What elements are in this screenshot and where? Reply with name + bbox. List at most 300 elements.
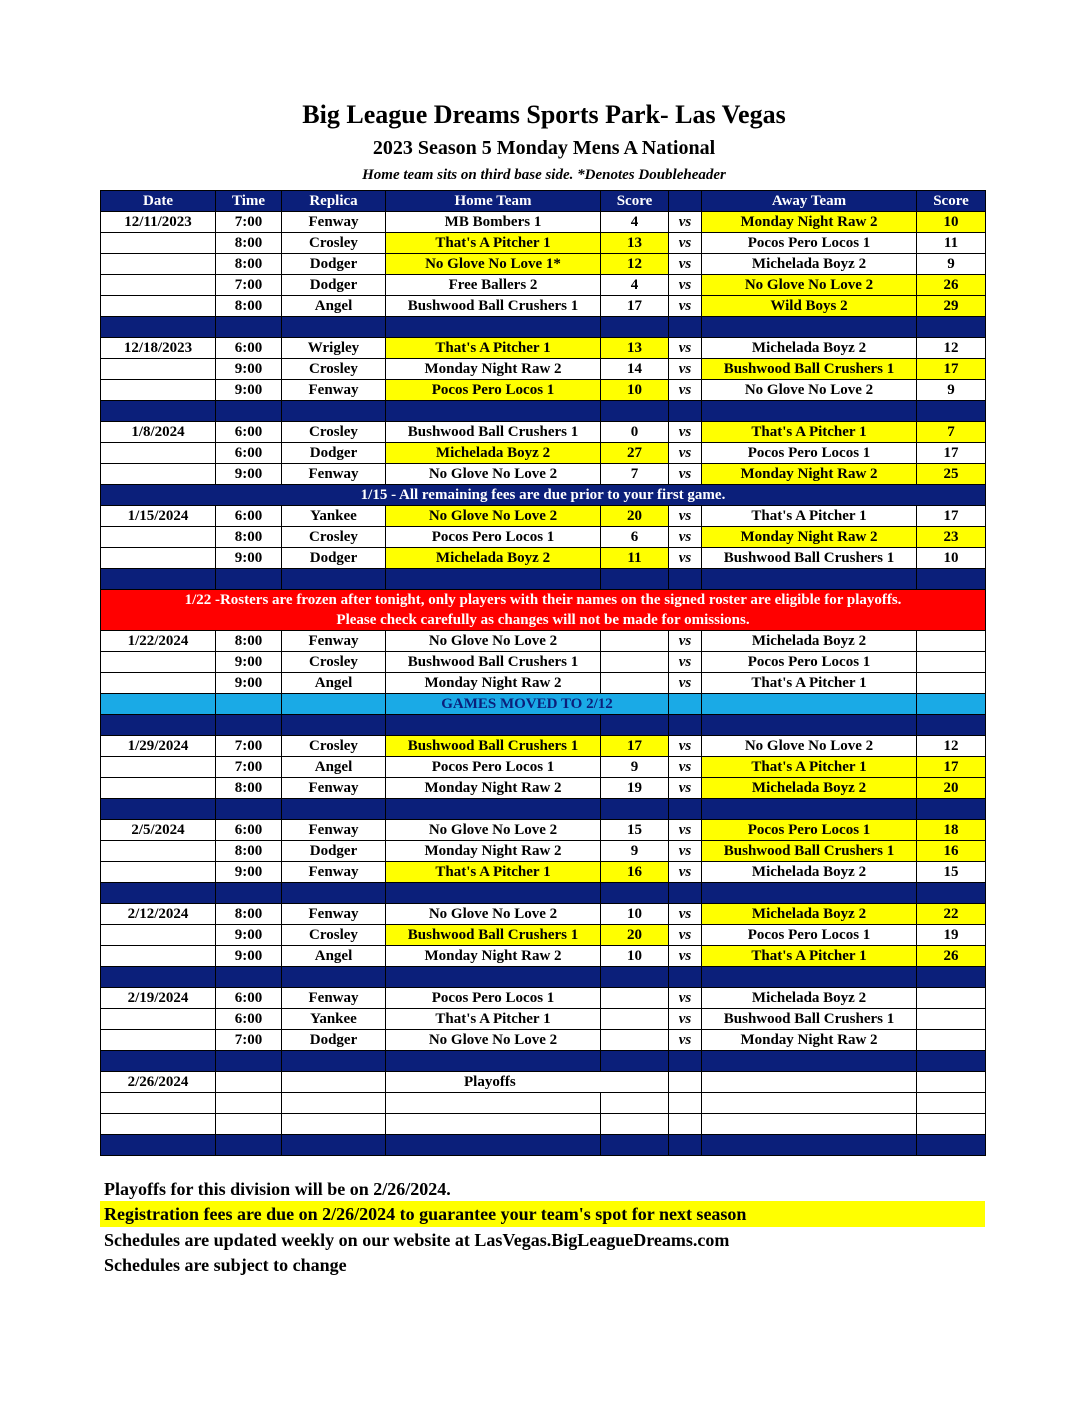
vs-label: vs bbox=[669, 652, 702, 673]
separator-cell bbox=[917, 715, 986, 736]
game-time: 8:00 bbox=[216, 841, 282, 862]
notice-row bbox=[101, 485, 986, 506]
separator-row bbox=[101, 799, 986, 820]
home-team: Monday Night Raw 2 bbox=[386, 359, 601, 380]
away-team: Pocos Pero Locos 1 bbox=[702, 233, 917, 254]
game-time: 9:00 bbox=[216, 673, 282, 694]
game-time: 6:00 bbox=[216, 988, 282, 1009]
game-time: 6:00 bbox=[216, 338, 282, 359]
home-score: 27 bbox=[601, 443, 669, 464]
away-score: 25 bbox=[917, 464, 986, 485]
game-time: 9:00 bbox=[216, 359, 282, 380]
separator-cell bbox=[216, 1051, 282, 1072]
empty-cell bbox=[702, 1072, 917, 1093]
separator-row bbox=[101, 317, 986, 338]
empty-cell bbox=[917, 694, 986, 715]
home-score: 9 bbox=[601, 757, 669, 778]
away-team: Michelada Boyz 2 bbox=[702, 862, 917, 883]
away-score: 19 bbox=[917, 925, 986, 946]
vs-label: vs bbox=[669, 359, 702, 380]
header-away-team: Away Team bbox=[702, 191, 917, 212]
game-time: 7:00 bbox=[216, 275, 282, 296]
separator-row bbox=[101, 569, 986, 590]
separator-cell bbox=[601, 799, 669, 820]
game-replica: Crosley bbox=[282, 736, 386, 757]
game-row bbox=[101, 338, 986, 359]
roster-notice-line-1: 1/22 -Rosters are frozen after tonight, only players with their names on the signed roster are eligible for playoffs. bbox=[184, 592, 902, 608]
separator-cell bbox=[917, 799, 986, 820]
separator-cell bbox=[282, 715, 386, 736]
home-team: Bushwood Ball Crushers 1 bbox=[386, 925, 601, 946]
home-team: No Glove No Love 2 bbox=[386, 1030, 601, 1051]
schedule-note: Home team sits on third base side. *Denotes Doubleheader bbox=[362, 167, 726, 183]
separator-cell bbox=[917, 967, 986, 988]
game-date bbox=[101, 757, 216, 778]
game-date bbox=[101, 380, 216, 401]
game-date bbox=[101, 548, 216, 569]
vs-label: vs bbox=[669, 925, 702, 946]
home-score: 20 bbox=[601, 506, 669, 527]
game-row bbox=[101, 841, 986, 862]
separator-cell bbox=[601, 401, 669, 422]
separator-cell bbox=[601, 317, 669, 338]
game-time: 8:00 bbox=[216, 904, 282, 925]
game-row bbox=[101, 527, 986, 548]
empty-cell bbox=[282, 1093, 386, 1114]
away-team: That's A Pitcher 1 bbox=[702, 422, 917, 443]
away-score: 26 bbox=[917, 275, 986, 296]
game-date bbox=[101, 359, 216, 380]
separator-cell bbox=[601, 1135, 669, 1156]
home-score: 13 bbox=[601, 233, 669, 254]
game-row bbox=[101, 464, 986, 485]
separator-cell bbox=[216, 883, 282, 904]
home-score bbox=[601, 1030, 669, 1051]
separator-cell bbox=[917, 883, 986, 904]
separator-cell bbox=[702, 799, 917, 820]
roster-notice-row bbox=[101, 590, 986, 631]
home-team: Monday Night Raw 2 bbox=[386, 778, 601, 799]
home-team: Pocos Pero Locos 1 bbox=[386, 988, 601, 1009]
home-team: Bushwood Ball Crushers 1 bbox=[386, 296, 601, 317]
footer-disclaimer: Schedules are subject to change bbox=[104, 1255, 347, 1275]
header-vs bbox=[669, 191, 702, 212]
separator-cell bbox=[386, 967, 601, 988]
separator-cell bbox=[282, 569, 386, 590]
game-replica: Crosley bbox=[282, 422, 386, 443]
game-replica: Yankee bbox=[282, 506, 386, 527]
playoff-row bbox=[101, 1072, 986, 1093]
game-row bbox=[101, 359, 986, 380]
separator-cell bbox=[386, 1051, 601, 1072]
home-score: 15 bbox=[601, 820, 669, 841]
separator-row bbox=[101, 401, 986, 422]
game-date: 2/5/2024 bbox=[101, 820, 216, 841]
game-date bbox=[101, 233, 216, 254]
separator-row bbox=[101, 1135, 986, 1156]
separator-row bbox=[101, 715, 986, 736]
separator-cell bbox=[702, 715, 917, 736]
home-team: MB Bombers 1 bbox=[386, 212, 601, 233]
separator-cell bbox=[216, 715, 282, 736]
game-replica: Fenway bbox=[282, 212, 386, 233]
separator-cell bbox=[282, 317, 386, 338]
game-replica: Crosley bbox=[282, 652, 386, 673]
home-team: Pocos Pero Locos 1 bbox=[386, 757, 601, 778]
separator-cell bbox=[669, 1135, 702, 1156]
game-time: 8:00 bbox=[216, 631, 282, 652]
empty-cell bbox=[101, 1093, 216, 1114]
header-date: Date bbox=[101, 191, 216, 212]
away-score bbox=[917, 673, 986, 694]
game-row bbox=[101, 443, 986, 464]
away-score bbox=[917, 652, 986, 673]
game-date: 1/15/2024 bbox=[101, 506, 216, 527]
away-team: Michelada Boyz 2 bbox=[702, 988, 917, 1009]
empty-cell bbox=[386, 1093, 601, 1114]
home-score: 10 bbox=[601, 904, 669, 925]
away-score: 16 bbox=[917, 841, 986, 862]
home-score: 19 bbox=[601, 778, 669, 799]
away-score: 22 bbox=[917, 904, 986, 925]
game-date bbox=[101, 925, 216, 946]
separator-cell bbox=[386, 883, 601, 904]
home-score bbox=[601, 673, 669, 694]
game-row bbox=[101, 422, 986, 443]
separator-cell bbox=[702, 1051, 917, 1072]
game-time: 7:00 bbox=[216, 757, 282, 778]
separator-cell bbox=[702, 401, 917, 422]
game-date: 1/8/2024 bbox=[101, 422, 216, 443]
separator-cell bbox=[702, 317, 917, 338]
away-score: 11 bbox=[917, 233, 986, 254]
game-date bbox=[101, 1009, 216, 1030]
game-time: 9:00 bbox=[216, 548, 282, 569]
roster-notice-line-2: Please check carefully as changes will not be made for omissions. bbox=[336, 612, 750, 628]
separator-cell bbox=[669, 883, 702, 904]
home-team: That's A Pitcher 1 bbox=[386, 338, 601, 359]
vs-label: vs bbox=[669, 673, 702, 694]
empty-cell bbox=[702, 1114, 917, 1135]
vs-label: vs bbox=[669, 275, 702, 296]
separator-cell bbox=[669, 569, 702, 590]
header-away-score: Score bbox=[917, 191, 986, 212]
vs-label: vs bbox=[669, 296, 702, 317]
empty-cell bbox=[917, 1093, 986, 1114]
fees-notice: 1/15 - All remaining fees are due prior to your first game. bbox=[101, 485, 986, 506]
away-score bbox=[917, 631, 986, 652]
home-score: 17 bbox=[601, 296, 669, 317]
header-replica: Replica bbox=[282, 191, 386, 212]
empty-cell bbox=[101, 1114, 216, 1135]
away-score bbox=[917, 1030, 986, 1051]
home-team: Pocos Pero Locos 1 bbox=[386, 527, 601, 548]
game-replica: Fenway bbox=[282, 988, 386, 1009]
vs-label: vs bbox=[669, 443, 702, 464]
game-replica: Crosley bbox=[282, 359, 386, 380]
separator-cell bbox=[216, 569, 282, 590]
vs-label: vs bbox=[669, 233, 702, 254]
home-team: No Glove No Love 2 bbox=[386, 631, 601, 652]
game-time: 9:00 bbox=[216, 946, 282, 967]
separator-cell bbox=[702, 569, 917, 590]
game-row bbox=[101, 652, 986, 673]
game-time: 9:00 bbox=[216, 862, 282, 883]
game-replica: Wrigley bbox=[282, 338, 386, 359]
empty-cell bbox=[669, 1114, 702, 1135]
game-time: 6:00 bbox=[216, 506, 282, 527]
game-replica: Dodger bbox=[282, 275, 386, 296]
game-time: 7:00 bbox=[216, 736, 282, 757]
away-team: That's A Pitcher 1 bbox=[702, 673, 917, 694]
game-replica: Angel bbox=[282, 296, 386, 317]
vs-label: vs bbox=[669, 1030, 702, 1051]
game-date bbox=[101, 275, 216, 296]
away-score: 20 bbox=[917, 778, 986, 799]
header-row bbox=[101, 191, 986, 212]
away-team: Michelada Boyz 2 bbox=[702, 778, 917, 799]
game-date bbox=[101, 841, 216, 862]
separator-cell bbox=[101, 799, 216, 820]
game-row bbox=[101, 988, 986, 1009]
vs-label: vs bbox=[669, 778, 702, 799]
game-date bbox=[101, 778, 216, 799]
game-time: 9:00 bbox=[216, 380, 282, 401]
away-team: Pocos Pero Locos 1 bbox=[702, 925, 917, 946]
game-date bbox=[101, 1030, 216, 1051]
home-team: That's A Pitcher 1 bbox=[386, 862, 601, 883]
home-score: 9 bbox=[601, 841, 669, 862]
game-row bbox=[101, 904, 986, 925]
empty-cell bbox=[917, 1072, 986, 1093]
vs-label: vs bbox=[669, 422, 702, 443]
away-team: That's A Pitcher 1 bbox=[702, 506, 917, 527]
empty-cell bbox=[282, 1072, 386, 1093]
separator-cell bbox=[386, 1135, 601, 1156]
home-team: Bushwood Ball Crushers 1 bbox=[386, 652, 601, 673]
away-score: 17 bbox=[917, 359, 986, 380]
away-team: Wild Boys 2 bbox=[702, 296, 917, 317]
vs-label: vs bbox=[669, 757, 702, 778]
schedule-table bbox=[100, 190, 986, 1156]
game-row bbox=[101, 233, 986, 254]
away-score: 18 bbox=[917, 820, 986, 841]
home-team: No Glove No Love 2 bbox=[386, 464, 601, 485]
game-row bbox=[101, 673, 986, 694]
game-row bbox=[101, 820, 986, 841]
footer-website: Schedules are updated weekly on our website at LasVegas.BigLeagueDreams.com bbox=[104, 1230, 730, 1250]
separator-cell bbox=[669, 317, 702, 338]
separator-cell bbox=[216, 401, 282, 422]
away-team: Bushwood Ball Crushers 1 bbox=[702, 1009, 917, 1030]
vs-label: vs bbox=[669, 862, 702, 883]
away-team: Pocos Pero Locos 1 bbox=[702, 820, 917, 841]
home-score: 10 bbox=[601, 946, 669, 967]
empty-cell bbox=[386, 1114, 601, 1135]
empty-cell bbox=[601, 1093, 669, 1114]
empty-cell bbox=[282, 1114, 386, 1135]
home-score: 4 bbox=[601, 212, 669, 233]
away-team: Bushwood Ball Crushers 1 bbox=[702, 359, 917, 380]
separator-cell bbox=[669, 715, 702, 736]
empty-cell bbox=[917, 1114, 986, 1135]
game-date: 12/18/2023 bbox=[101, 338, 216, 359]
separator-cell bbox=[282, 799, 386, 820]
separator-cell bbox=[917, 317, 986, 338]
game-row bbox=[101, 778, 986, 799]
away-team: Michelada Boyz 2 bbox=[702, 631, 917, 652]
home-team: Pocos Pero Locos 1 bbox=[386, 380, 601, 401]
home-score: 0 bbox=[601, 422, 669, 443]
home-score: 11 bbox=[601, 548, 669, 569]
game-replica: Fenway bbox=[282, 820, 386, 841]
game-replica: Angel bbox=[282, 673, 386, 694]
game-row bbox=[101, 506, 986, 527]
separator-cell bbox=[101, 1051, 216, 1072]
game-replica: Angel bbox=[282, 757, 386, 778]
away-team: No Glove No Love 2 bbox=[702, 380, 917, 401]
separator-cell bbox=[669, 1051, 702, 1072]
games-moved-notice: GAMES MOVED TO 2/12 bbox=[386, 694, 669, 715]
separator-cell bbox=[917, 1051, 986, 1072]
vs-label: vs bbox=[669, 736, 702, 757]
separator-cell bbox=[669, 799, 702, 820]
home-score bbox=[601, 1009, 669, 1030]
vs-label: vs bbox=[669, 820, 702, 841]
away-team: That's A Pitcher 1 bbox=[702, 757, 917, 778]
home-team: No Glove No Love 2 bbox=[386, 506, 601, 527]
away-team: Bushwood Ball Crushers 1 bbox=[702, 548, 917, 569]
game-replica: Crosley bbox=[282, 233, 386, 254]
home-team: Bushwood Ball Crushers 1 bbox=[386, 422, 601, 443]
game-row bbox=[101, 296, 986, 317]
home-team: Free Ballers 2 bbox=[386, 275, 601, 296]
home-team: Michelada Boyz 2 bbox=[386, 548, 601, 569]
separator-cell bbox=[282, 1135, 386, 1156]
away-team: Michelada Boyz 2 bbox=[702, 338, 917, 359]
separator-cell bbox=[101, 715, 216, 736]
home-score: 13 bbox=[601, 338, 669, 359]
separator-cell bbox=[917, 401, 986, 422]
home-team: Bushwood Ball Crushers 1 bbox=[386, 736, 601, 757]
away-score: 15 bbox=[917, 862, 986, 883]
home-score bbox=[601, 988, 669, 1009]
game-row bbox=[101, 1030, 986, 1051]
game-row bbox=[101, 275, 986, 296]
header-time: Time bbox=[216, 191, 282, 212]
separator-cell bbox=[282, 967, 386, 988]
home-team: Michelada Boyz 2 bbox=[386, 443, 601, 464]
separator-cell bbox=[386, 715, 601, 736]
away-score: 12 bbox=[917, 338, 986, 359]
separator-cell bbox=[101, 967, 216, 988]
home-score: 20 bbox=[601, 925, 669, 946]
game-replica: Dodger bbox=[282, 254, 386, 275]
roster-notice bbox=[101, 590, 986, 631]
away-score bbox=[917, 1009, 986, 1030]
game-row bbox=[101, 212, 986, 233]
home-team: No Glove No Love 2 bbox=[386, 904, 601, 925]
away-score: 17 bbox=[917, 443, 986, 464]
game-replica: Crosley bbox=[282, 527, 386, 548]
empty-cell bbox=[669, 1072, 702, 1093]
game-time: 7:00 bbox=[216, 1030, 282, 1051]
empty-row bbox=[101, 1093, 986, 1114]
away-team: No Glove No Love 2 bbox=[702, 275, 917, 296]
game-date: 2/19/2024 bbox=[101, 988, 216, 1009]
away-score: 17 bbox=[917, 506, 986, 527]
game-row bbox=[101, 254, 986, 275]
separator-cell bbox=[386, 799, 601, 820]
game-date: 1/22/2024 bbox=[101, 631, 216, 652]
home-score: 16 bbox=[601, 862, 669, 883]
game-date bbox=[101, 464, 216, 485]
separator-cell bbox=[601, 883, 669, 904]
separator-cell bbox=[702, 883, 917, 904]
game-replica: Fenway bbox=[282, 862, 386, 883]
separator-cell bbox=[669, 967, 702, 988]
vs-label: vs bbox=[669, 548, 702, 569]
separator-cell bbox=[101, 401, 216, 422]
vs-label: vs bbox=[669, 631, 702, 652]
schedule-body bbox=[101, 212, 986, 1156]
empty-cell bbox=[216, 694, 282, 715]
away-team: Michelada Boyz 2 bbox=[702, 904, 917, 925]
game-row bbox=[101, 548, 986, 569]
game-replica: Fenway bbox=[282, 904, 386, 925]
away-team: Monday Night Raw 2 bbox=[702, 1030, 917, 1051]
game-time: 8:00 bbox=[216, 296, 282, 317]
game-replica: Angel bbox=[282, 946, 386, 967]
game-date bbox=[101, 673, 216, 694]
vs-label: vs bbox=[669, 988, 702, 1009]
game-replica: Dodger bbox=[282, 841, 386, 862]
game-date: 1/29/2024 bbox=[101, 736, 216, 757]
home-score: 6 bbox=[601, 527, 669, 548]
game-date bbox=[101, 254, 216, 275]
separator-cell bbox=[216, 799, 282, 820]
home-score: 12 bbox=[601, 254, 669, 275]
vs-label: vs bbox=[669, 904, 702, 925]
footer-registration: Registration fees are due on 2/26/2024 to guarantee your team's spot for next season bbox=[100, 1201, 985, 1227]
separator-cell bbox=[101, 569, 216, 590]
game-time: 9:00 bbox=[216, 464, 282, 485]
game-row bbox=[101, 862, 986, 883]
away-team: Monday Night Raw 2 bbox=[702, 464, 917, 485]
game-row bbox=[101, 757, 986, 778]
home-team: Monday Night Raw 2 bbox=[386, 841, 601, 862]
home-score: 10 bbox=[601, 380, 669, 401]
game-date bbox=[101, 862, 216, 883]
game-row bbox=[101, 946, 986, 967]
game-replica: Dodger bbox=[282, 548, 386, 569]
away-score: 10 bbox=[917, 212, 986, 233]
empty-cell bbox=[216, 1114, 282, 1135]
empty-cell bbox=[101, 694, 216, 715]
empty-cell bbox=[669, 694, 702, 715]
away-score bbox=[917, 988, 986, 1009]
vs-label: vs bbox=[669, 338, 702, 359]
separator-cell bbox=[917, 569, 986, 590]
separator-cell bbox=[282, 883, 386, 904]
away-team: Michelada Boyz 2 bbox=[702, 254, 917, 275]
vs-label: vs bbox=[669, 380, 702, 401]
home-score bbox=[601, 631, 669, 652]
game-replica: Fenway bbox=[282, 778, 386, 799]
away-score: 7 bbox=[917, 422, 986, 443]
separator-row bbox=[101, 967, 986, 988]
vs-label: vs bbox=[669, 254, 702, 275]
